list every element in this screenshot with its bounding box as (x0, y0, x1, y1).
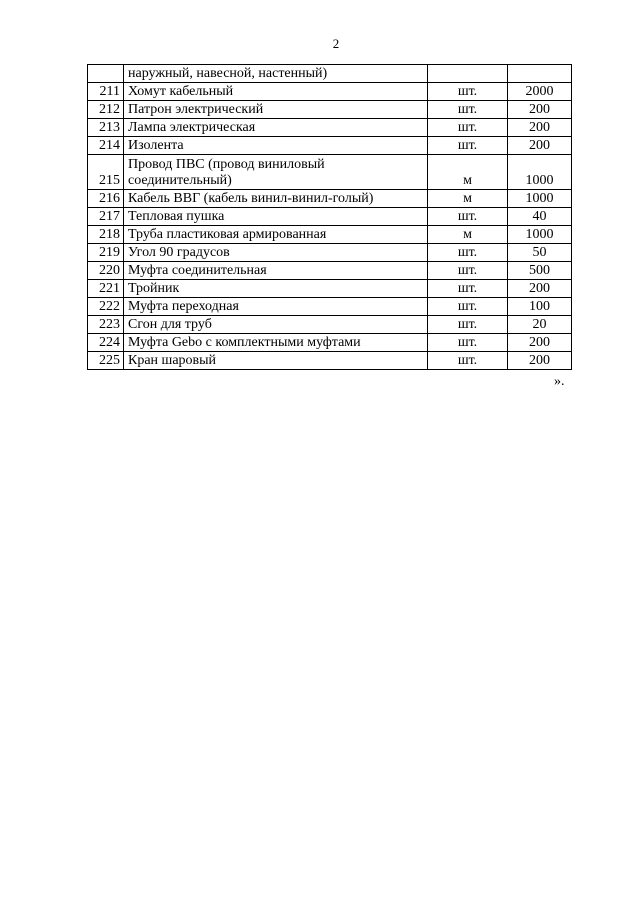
unit-cell: шт. (428, 137, 508, 155)
item-name-cell: Лампа электрическая (124, 119, 428, 137)
item-name-cell: Кран шаровый (124, 352, 428, 370)
item-name-cell: Труба пластиковая армированная (124, 226, 428, 244)
quantity-cell: 50 (508, 244, 572, 262)
closing-quote-mark: ». (554, 374, 565, 389)
unit-cell: шт. (428, 298, 508, 316)
unit-cell: шт. (428, 316, 508, 334)
item-name-cell: Сгон для труб (124, 316, 428, 334)
quantity-cell: 20 (508, 316, 572, 334)
table-row (88, 334, 572, 352)
row-number-cell: 222 (88, 298, 124, 316)
quantity-cell: 200 (508, 137, 572, 155)
item-name-cell: Муфта соединительная (124, 262, 428, 280)
table-row (88, 298, 572, 316)
row-number-cell: 214 (88, 137, 124, 155)
quantity-cell: 200 (508, 352, 572, 370)
table-row (88, 101, 572, 119)
quantity-cell: 1000 (508, 226, 572, 244)
row-number-cell (88, 65, 124, 83)
quantity-cell: 2000 (508, 83, 572, 101)
table-row (88, 208, 572, 226)
page-number: 2 (332, 36, 340, 51)
quantity-cell: 100 (508, 298, 572, 316)
quantity-cell: 1000 (508, 155, 572, 190)
table-row (88, 280, 572, 298)
unit-cell (428, 65, 508, 83)
table-row (88, 352, 572, 370)
table-row (88, 316, 572, 334)
table-row (88, 137, 572, 155)
row-number-cell: 220 (88, 262, 124, 280)
item-name-cell: Тепловая пушка (124, 208, 428, 226)
unit-cell: шт. (428, 262, 508, 280)
table-row (88, 190, 572, 208)
row-number-cell: 219 (88, 244, 124, 262)
unit-cell: шт. (428, 83, 508, 101)
quantity-cell: 200 (508, 119, 572, 137)
unit-cell: шт. (428, 119, 508, 137)
item-name-cell: Хомут кабельный (124, 83, 428, 101)
row-number-cell: 215 (88, 155, 124, 190)
quantity-cell: 40 (508, 208, 572, 226)
quantity-cell: 200 (508, 101, 572, 119)
row-number-cell: 218 (88, 226, 124, 244)
quantity-cell: 200 (508, 280, 572, 298)
row-number-cell: 212 (88, 101, 124, 119)
table-row (88, 226, 572, 244)
unit-cell: шт. (428, 101, 508, 119)
item-name-cell: Тройник (124, 280, 428, 298)
row-number-cell: 221 (88, 280, 124, 298)
table-row (88, 119, 572, 137)
table-row (88, 65, 572, 83)
quantity-cell: 200 (508, 334, 572, 352)
unit-cell: шт. (428, 352, 508, 370)
table-row (88, 155, 572, 190)
item-name-cell: Изолента (124, 137, 428, 155)
unit-cell: шт. (428, 208, 508, 226)
quantity-cell: 1000 (508, 190, 572, 208)
item-name-cell: Патрон электрический (124, 101, 428, 119)
item-name-cell: Угол 90 градусов (124, 244, 428, 262)
unit-cell: шт. (428, 334, 508, 352)
quantity-cell (508, 65, 572, 83)
table-row (88, 83, 572, 101)
table-row (88, 262, 572, 280)
table-row (88, 244, 572, 262)
row-number-cell: 213 (88, 119, 124, 137)
row-number-cell: 216 (88, 190, 124, 208)
unit-cell: шт. (428, 280, 508, 298)
item-name-cell: Провод ПВС (провод виниловый соединительный) (124, 155, 428, 190)
unit-cell: шт. (428, 244, 508, 262)
row-number-cell: 225 (88, 352, 124, 370)
items-table (87, 64, 572, 370)
item-name-cell: наружный, навесной, настенный) (124, 65, 428, 83)
row-number-cell: 224 (88, 334, 124, 352)
unit-cell: м (428, 190, 508, 208)
row-number-cell: 223 (88, 316, 124, 334)
item-name-cell: Кабель ВВГ (кабель винил-винил-голый) (124, 190, 428, 208)
row-number-cell: 211 (88, 83, 124, 101)
unit-cell: м (428, 226, 508, 244)
quantity-cell: 500 (508, 262, 572, 280)
items-table-body (88, 65, 572, 370)
row-number-cell: 217 (88, 208, 124, 226)
item-name-cell: Муфта переходная (124, 298, 428, 316)
unit-cell: м (428, 155, 508, 190)
item-name-cell: Муфта Gebo с комплектными муфтами (124, 334, 428, 352)
